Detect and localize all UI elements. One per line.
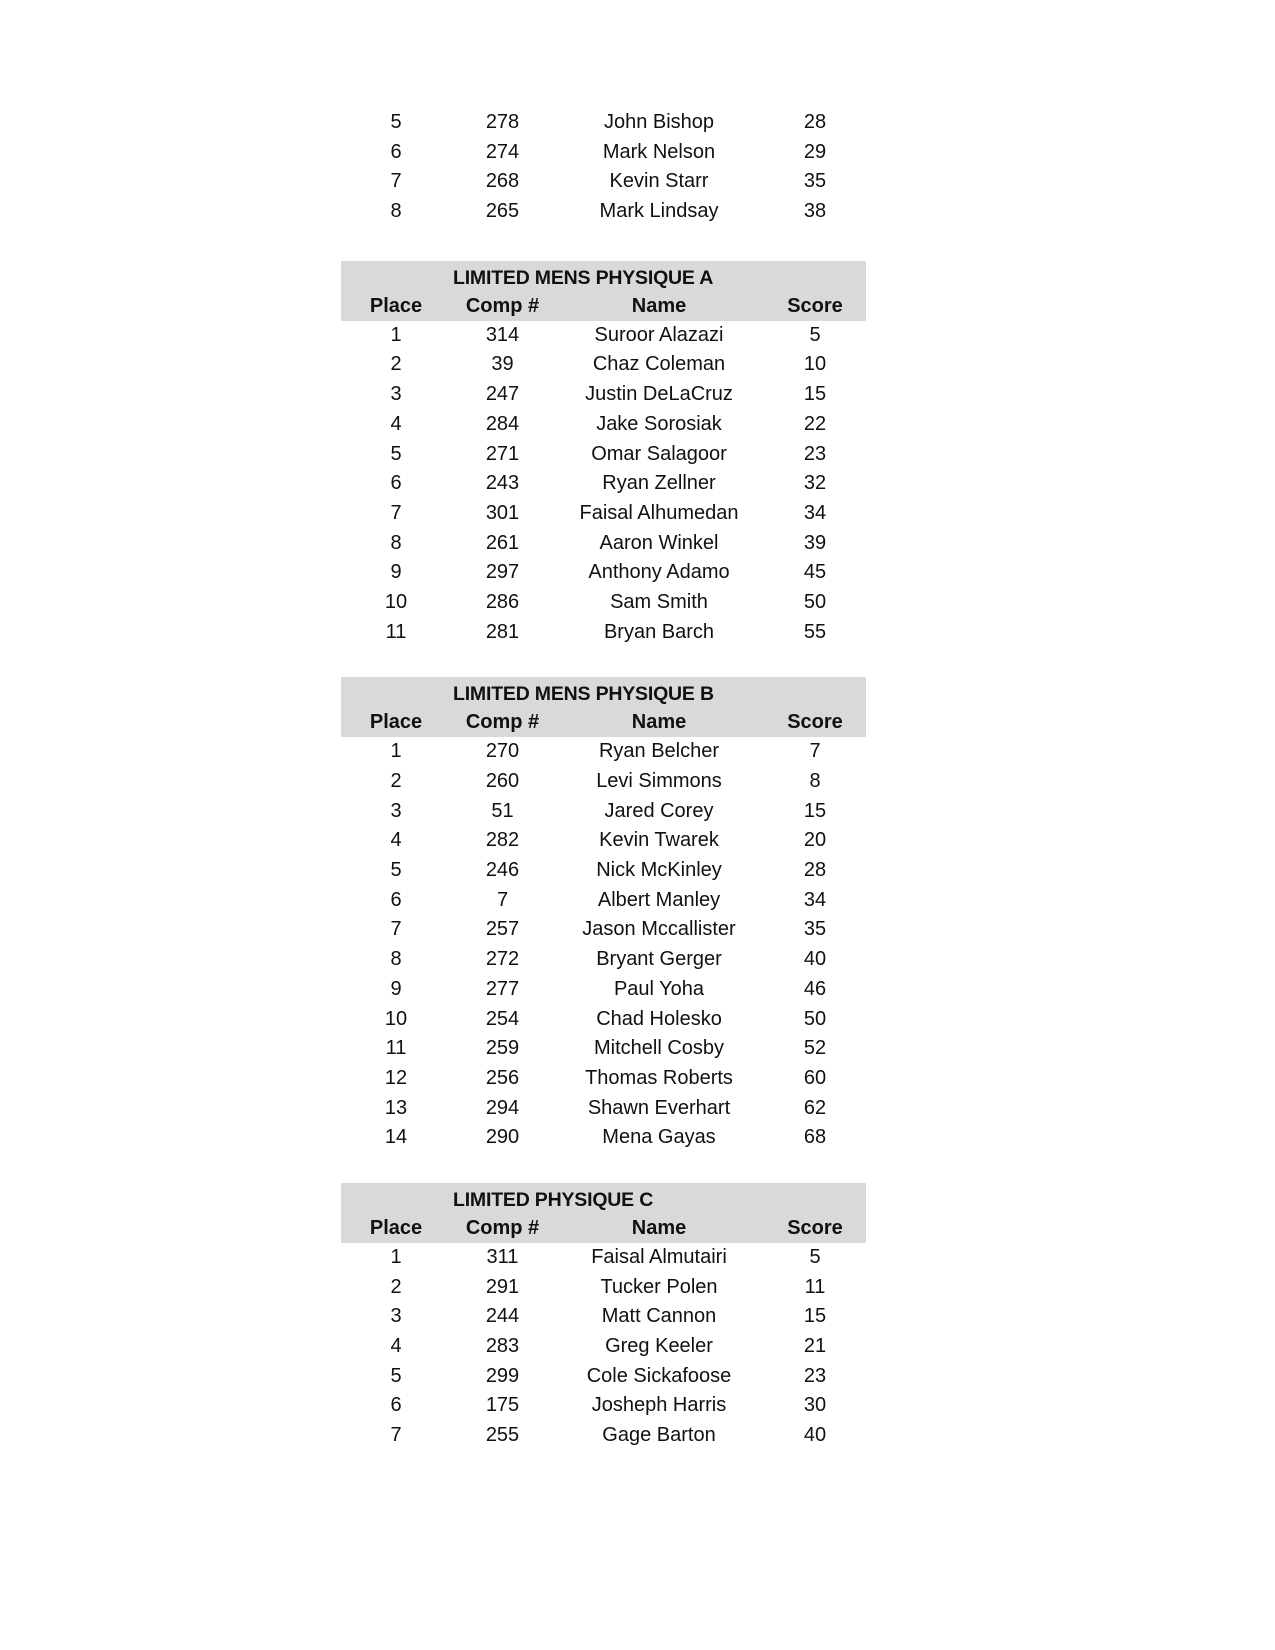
table-row (341, 737, 866, 767)
score-cell: 50 (803, 1007, 827, 1030)
score-cell: 45 (803, 561, 827, 584)
place-cell: 1 (390, 740, 402, 763)
name-cell: Suroor Alazazi (594, 323, 724, 346)
section-title: LIMITED PHYSIQUE C (453, 1188, 654, 1211)
table-row (341, 1064, 866, 1094)
place-cell: 4 (390, 1335, 402, 1357)
table-row (341, 108, 866, 138)
score-cell: 28 (803, 111, 827, 133)
name-cell: Chaz Coleman (592, 353, 726, 376)
place-cell: 2 (390, 770, 402, 792)
comp-number-cell: 39 (491, 353, 514, 376)
score-cell: 10 (803, 353, 827, 376)
score-cell: 28 (803, 859, 827, 882)
place-cell: 1 (390, 1245, 402, 1268)
place-cell: 12 (384, 1066, 408, 1089)
name-cell: Mitchell Cosby (593, 1037, 725, 1060)
score-cell: 15 (803, 799, 827, 822)
comp-number-cell: 286 (485, 590, 520, 613)
place-cell: 8 (390, 200, 402, 223)
table-row (341, 767, 866, 797)
place-cell: 14 (384, 1126, 408, 1149)
name-cell: Levi Simmons (596, 770, 722, 792)
table-row (341, 1094, 866, 1124)
score-cell: 40 (803, 1424, 827, 1447)
table-row (341, 1302, 866, 1332)
score-cell: 50 (803, 590, 827, 613)
comp-number-cell: 7 (496, 888, 509, 911)
score-cell: 5 (809, 323, 821, 346)
comp-number-cell: 268 (485, 170, 520, 193)
comp-number-cell: 247 (485, 383, 520, 406)
name-cell: Kevin Twarek (599, 829, 719, 852)
score-cell: 32 (803, 472, 827, 495)
name-cell: Shawn Everhart (587, 1096, 731, 1119)
place-cell: 10 (384, 590, 408, 613)
place-cell: 8 (390, 948, 402, 971)
score-cell: 68 (803, 1126, 827, 1149)
place-cell: 3 (390, 1305, 402, 1328)
comp-number-cell: 257 (485, 918, 520, 941)
name-cell: Tucker Polen (600, 1275, 718, 1298)
table-row (341, 1123, 866, 1153)
table-row (341, 350, 866, 380)
table-row (341, 1273, 866, 1303)
place-cell: 4 (390, 412, 402, 435)
place-cell: 4 (390, 829, 402, 852)
table-row (341, 380, 866, 410)
table-row (341, 529, 866, 559)
name-cell: Kevin Starr (609, 170, 709, 193)
column-header-place: Place (369, 294, 423, 317)
section-title: LIMITED MENS PHYSIQUE B (453, 683, 714, 706)
name-cell: Omar Salagoor (591, 442, 727, 465)
comp-number-cell: 272 (485, 948, 520, 971)
table-row (341, 1034, 866, 1064)
place-cell: 9 (390, 561, 402, 584)
comp-number-cell: 284 (485, 412, 520, 435)
name-cell: Aaron Winkel (599, 531, 719, 554)
table-row (341, 197, 866, 227)
score-cell: 15 (803, 1305, 827, 1328)
comp-number-cell: 254 (485, 1007, 520, 1030)
comp-number-cell: 270 (485, 740, 520, 763)
column-header-place: Place (369, 1216, 423, 1239)
comp-number-cell: 282 (485, 829, 520, 852)
results-page (341, 108, 866, 1451)
place-cell: 11 (385, 1037, 407, 1060)
column-header-comp: Comp # (465, 294, 540, 317)
score-cell: 15 (803, 383, 827, 406)
table-row (341, 321, 866, 351)
spacer (341, 227, 866, 261)
place-cell: 1 (390, 323, 402, 346)
table-row (341, 797, 866, 827)
place-cell: 11 (385, 620, 407, 643)
score-cell: 40 (803, 948, 827, 971)
name-cell: Nick McKinley (596, 859, 722, 882)
score-cell: 38 (803, 200, 827, 223)
comp-number-cell: 294 (485, 1096, 520, 1119)
section-title: LIMITED MENS PHYSIQUE A (453, 266, 714, 289)
score-cell: 55 (803, 620, 827, 643)
table-row (341, 440, 866, 470)
score-cell: 34 (803, 501, 827, 524)
score-cell: 22 (803, 412, 827, 435)
name-cell: Paul Yoha (613, 977, 705, 1000)
section-limited-mens-physique-a (341, 261, 866, 648)
comp-number-cell: 291 (485, 1275, 520, 1298)
score-cell: 11 (804, 1275, 826, 1298)
column-headers (341, 708, 866, 737)
place-cell: 7 (390, 1424, 402, 1447)
place-cell: 6 (390, 472, 402, 495)
name-cell: Matt Cannon (601, 1305, 717, 1328)
name-cell: Gage Barton (602, 1424, 716, 1447)
comp-number-cell: 311 (486, 1245, 519, 1268)
comp-number-cell: 278 (485, 111, 520, 133)
column-header-name: Name (631, 711, 687, 734)
table-row (341, 558, 866, 588)
place-cell: 9 (390, 977, 402, 1000)
name-cell: Bryan Barch (603, 620, 715, 643)
comp-number-cell: 256 (485, 1066, 520, 1089)
score-cell: 39 (803, 531, 827, 554)
section-limited-mens-physique-b (341, 677, 866, 1153)
column-header-score: Score (787, 294, 843, 317)
score-cell: 46 (803, 977, 827, 1000)
table-row (341, 975, 866, 1005)
place-cell: 5 (390, 859, 402, 882)
place-cell: 5 (390, 442, 402, 465)
continued-results-table (341, 108, 866, 227)
comp-number-cell: 283 (485, 1335, 520, 1357)
comp-number-cell: 260 (485, 770, 520, 792)
name-cell: Faisal Alhumedan (579, 501, 739, 524)
spacer (341, 1153, 866, 1183)
section-header (341, 1183, 866, 1243)
table-row (341, 886, 866, 916)
score-cell: 34 (803, 888, 827, 911)
name-cell: Justin DeLaCruz (585, 383, 733, 406)
table-row (341, 499, 866, 529)
name-cell: Albert Manley (597, 888, 721, 911)
table-row (341, 915, 866, 945)
comp-number-cell: 261 (485, 531, 520, 554)
section-header (341, 677, 866, 737)
name-cell: Thomas Roberts (585, 1066, 733, 1089)
table-row (341, 138, 866, 168)
name-cell: Faisal Almutairi (591, 1245, 727, 1268)
name-cell: Ryan Zellner (602, 472, 716, 495)
place-cell: 13 (384, 1096, 408, 1119)
comp-number-cell: 299 (485, 1364, 520, 1387)
score-cell: 35 (803, 918, 827, 941)
comp-number-cell: 297 (485, 561, 520, 584)
comp-number-cell: 301 (485, 501, 520, 524)
name-cell: Mark Nelson (602, 140, 716, 163)
place-cell: 3 (390, 383, 402, 406)
comp-number-cell: 274 (485, 140, 520, 163)
spacer (341, 647, 866, 677)
comp-number-cell: 255 (485, 1424, 520, 1447)
table-row (341, 1391, 866, 1421)
score-cell: 30 (803, 1394, 827, 1417)
score-cell: 52 (803, 1037, 827, 1060)
comp-number-cell: 259 (485, 1037, 520, 1060)
place-cell: 5 (390, 1364, 402, 1387)
table-row (341, 167, 866, 197)
score-cell: 35 (803, 170, 827, 193)
name-cell: Sam Smith (610, 590, 708, 613)
column-header-score: Score (787, 1216, 843, 1239)
name-cell: Mark Lindsay (599, 200, 719, 223)
name-cell: Anthony Adamo (588, 561, 730, 584)
score-cell: 29 (803, 140, 827, 163)
place-cell: 8 (390, 531, 402, 554)
comp-number-cell: 244 (485, 1305, 520, 1328)
name-cell: Ryan Belcher (598, 740, 720, 763)
comp-number-cell: 314 (485, 323, 520, 346)
column-headers (341, 1214, 866, 1243)
table-row (341, 1332, 866, 1362)
name-cell: Cole Sickafoose (586, 1364, 732, 1387)
table-row (341, 1005, 866, 1035)
table-row (341, 1243, 866, 1273)
name-cell: Bryant Gerger (596, 948, 722, 971)
table-row (341, 856, 866, 886)
score-cell: 8 (809, 770, 821, 792)
place-cell: 2 (390, 1275, 402, 1298)
table-row (341, 618, 866, 648)
column-header-place: Place (369, 711, 423, 734)
place-cell: 6 (390, 140, 402, 163)
comp-number-cell: 281 (485, 620, 520, 643)
column-headers (341, 292, 866, 321)
name-cell: John Bishop (603, 111, 715, 133)
table-row (341, 945, 866, 975)
score-cell: 23 (803, 1364, 827, 1387)
place-cell: 2 (390, 353, 402, 376)
place-cell: 7 (390, 918, 402, 941)
table-row (341, 1421, 866, 1451)
column-header-comp: Comp # (465, 1216, 540, 1239)
name-cell: Chad Holesko (596, 1007, 722, 1030)
name-cell: Mena Gayas (602, 1126, 716, 1149)
comp-number-cell: 175 (485, 1394, 520, 1417)
place-cell: 5 (390, 111, 402, 133)
name-cell: Jason Mccallister (582, 918, 736, 941)
section-header (341, 261, 866, 321)
comp-number-cell: 265 (485, 200, 520, 223)
comp-number-cell: 271 (485, 442, 520, 465)
comp-number-cell: 290 (485, 1126, 520, 1149)
score-cell: 23 (803, 442, 827, 465)
place-cell: 6 (390, 1394, 402, 1417)
name-cell: Jared Corey (604, 799, 714, 822)
column-header-comp: Comp # (465, 711, 540, 734)
table-row (341, 469, 866, 499)
place-cell: 7 (390, 501, 402, 524)
table-row (341, 1362, 866, 1392)
section-limited-physique-c (341, 1183, 866, 1451)
name-cell: Jake Sorosiak (596, 412, 722, 435)
score-cell: 20 (803, 829, 827, 852)
place-cell: 3 (390, 799, 402, 822)
score-cell: 5 (809, 1245, 821, 1268)
score-cell: 7 (809, 740, 821, 763)
place-cell: 6 (390, 888, 402, 911)
table-row (341, 588, 866, 618)
place-cell: 7 (390, 170, 402, 193)
name-cell: Greg Keeler (605, 1335, 713, 1357)
column-header-name: Name (631, 294, 687, 317)
comp-number-cell: 51 (491, 799, 514, 822)
column-header-score: Score (787, 711, 843, 734)
comp-number-cell: 246 (485, 859, 520, 882)
place-cell: 10 (384, 1007, 408, 1030)
comp-number-cell: 243 (485, 472, 520, 495)
name-cell: Josheph Harris (591, 1394, 727, 1417)
score-cell: 62 (803, 1096, 827, 1119)
comp-number-cell: 277 (485, 977, 520, 1000)
table-row (341, 410, 866, 440)
column-header-name: Name (631, 1216, 687, 1239)
score-cell: 21 (803, 1335, 827, 1357)
score-cell: 60 (803, 1066, 827, 1089)
table-row (341, 826, 866, 856)
